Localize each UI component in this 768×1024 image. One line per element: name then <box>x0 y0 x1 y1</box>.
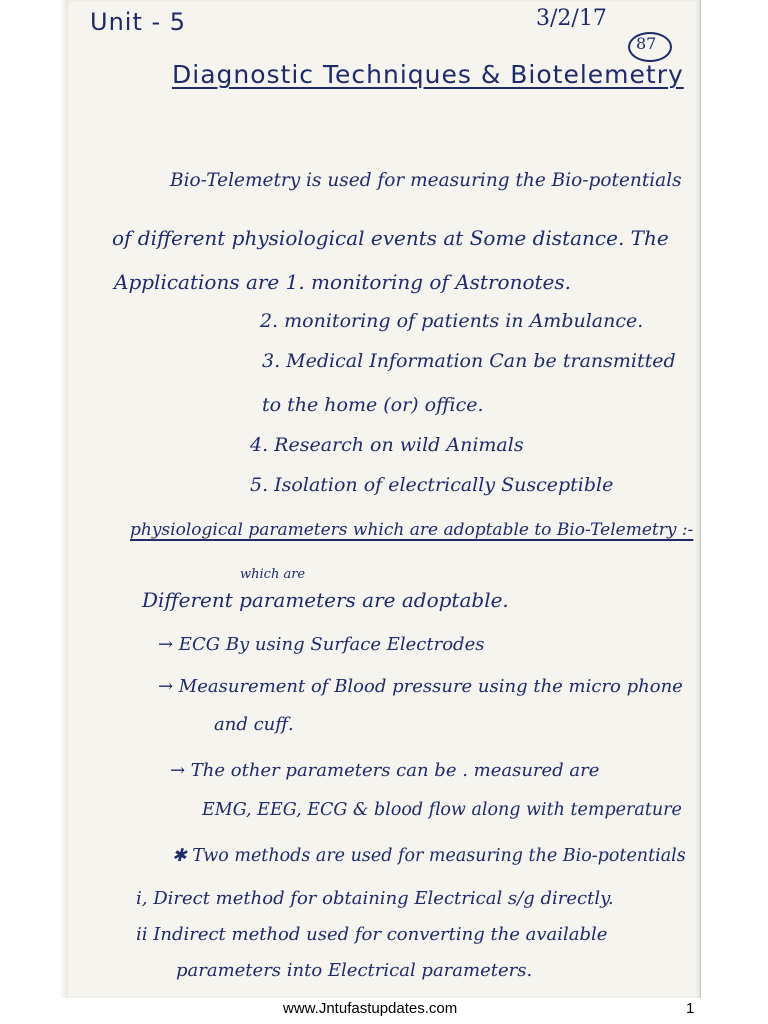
item-blood-pressure-line1: → Measurement of Blood pressure using the micro phone <box>158 676 683 697</box>
application-3-line2: to the home (or) office. <box>262 394 484 416</box>
item-blood-pressure-line2: and cuff. <box>214 714 294 735</box>
method-direct: i, Direct method for obtaining Electrical s/g directly. <box>136 888 614 909</box>
method-indirect-line2: parameters into Electrical parameters. <box>176 960 533 981</box>
methods-line: ✱ Two methods are used for measuring the Bio-potentials <box>172 846 686 866</box>
method-indirect-line1: ii Indirect method used for converting the available <box>136 924 608 945</box>
different-parameters: Different parameters are adoptable. <box>142 588 509 612</box>
application-3-line1: 3. Medical Information Can be transmitted <box>262 350 676 372</box>
application-4: 4. Research on wild Animals <box>250 434 524 456</box>
application-2: 2. monitoring of patients in Ambulance. <box>260 310 644 332</box>
item-ecg: → ECG By using Surface Electrodes <box>158 634 485 655</box>
unit-label: Unit - 5 <box>90 8 187 36</box>
item-other-line2: EMG, EEG, ECG & blood flow along with temperature <box>202 800 682 820</box>
date-label: 3/2/17 <box>536 6 607 31</box>
para1-line3: Applications are 1. monitoring of Astronotes. <box>114 270 571 294</box>
page-ref: 87 <box>636 34 657 53</box>
footer-url[interactable]: www.Jntufastupdates.com <box>283 1000 458 1017</box>
page-title: Diagnostic Techniques & Biotelemetry <box>172 60 684 89</box>
page-number: 1 <box>686 1000 695 1017</box>
para1-line1: Bio-Telemetry is used for measuring the Bio-potentials <box>170 170 682 191</box>
sub-heading: physiological parameters which are adoptable to Bio-Telemetry :- <box>130 520 694 540</box>
item-other-line1: → The other parameters can be . measured are <box>170 760 600 781</box>
application-5: 5. Isolation of electrically Susceptible <box>250 474 614 496</box>
page-edge <box>60 0 68 998</box>
inserted-note: which are <box>240 567 306 582</box>
para1-line2: of different physiological events at Some distance. The <box>112 226 669 250</box>
